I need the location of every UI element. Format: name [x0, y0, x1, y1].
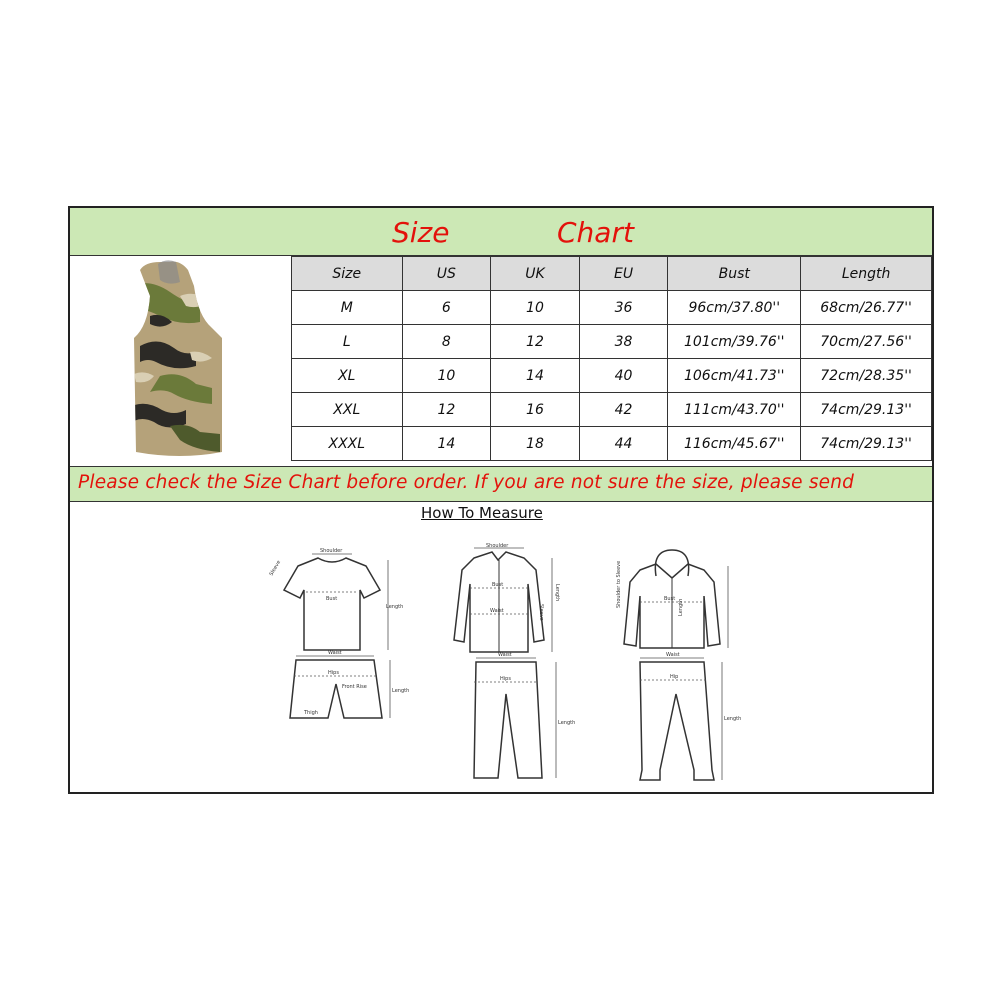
table-cell: 6: [402, 291, 491, 325]
table-cell: XL: [292, 359, 403, 393]
notice-banner: [70, 466, 932, 502]
table-cell: 68cm/26.77'': [801, 291, 932, 325]
col-header: UK: [491, 257, 580, 291]
tshirt-diagram: [262, 546, 402, 656]
table-row: [292, 393, 932, 427]
label-hips: Hips: [328, 670, 339, 676]
label-bust: Bust: [664, 596, 676, 602]
label-thigh: Thigh: [304, 710, 318, 716]
label-shoulder: Shoulder: [486, 543, 509, 549]
table-cell: 111cm/43.70'': [668, 393, 801, 427]
table-cell: 42: [579, 393, 668, 427]
label-waist: Waist: [498, 652, 512, 658]
how-to-measure-title: How To Measure: [421, 504, 543, 522]
table-cell: 14: [491, 359, 580, 393]
label-hips: Hips: [500, 676, 511, 682]
table-header-row: [292, 257, 932, 291]
table-row: [292, 291, 932, 325]
col-header: US: [402, 257, 491, 291]
table-cell: 44: [579, 427, 668, 461]
label-length: Length: [386, 604, 404, 610]
trousers-diagram: [440, 654, 580, 784]
label-length: Length: [554, 584, 560, 602]
label-shoulder: Shoulder: [320, 548, 343, 554]
col-header: Length: [801, 257, 932, 291]
table-cell: 10: [491, 291, 580, 325]
table-cell: 116cm/45.67'': [668, 427, 801, 461]
table-cell: XXXL: [292, 427, 403, 461]
table-cell: 36: [579, 291, 668, 325]
table-cell: 14: [402, 427, 491, 461]
table-cell: 12: [402, 393, 491, 427]
label-shoulder-sleeve: Shoulder to Sleeve: [616, 560, 622, 608]
table-cell: 101cm/39.76'': [668, 325, 801, 359]
label-waist: Waist: [328, 650, 342, 656]
camo-hooded-tank-image: [70, 256, 290, 466]
product-photo: [70, 256, 290, 466]
table-cell: 10: [402, 359, 491, 393]
table-cell: 72cm/28.35'': [801, 359, 932, 393]
label-front-rise: Front Rise: [342, 684, 367, 690]
table-row: [292, 427, 932, 461]
col-header: Size: [292, 257, 403, 291]
table-cell: 38: [579, 325, 668, 359]
label-length: Length: [558, 720, 576, 726]
col-header: Bust: [668, 257, 801, 291]
label-sleeve: Sleeve: [268, 559, 283, 577]
label-length: Length: [724, 716, 742, 722]
size-chart-header: [70, 208, 932, 256]
table-cell: L: [292, 325, 403, 359]
table-cell: 8: [402, 325, 491, 359]
table-cell: 18: [491, 427, 580, 461]
table-row: [292, 359, 932, 393]
table-cell: 74cm/29.13'': [801, 393, 932, 427]
label-length: Length: [678, 598, 684, 616]
label-waist: Waist: [666, 652, 680, 658]
label-bust: Bust: [326, 596, 338, 602]
size-chart-frame: [68, 206, 934, 794]
table-cell: 12: [491, 325, 580, 359]
hoodie-diagram: [600, 546, 740, 658]
table-cell: 40: [579, 359, 668, 393]
label-length: Length: [392, 688, 410, 694]
label-hip: Hip: [670, 674, 679, 680]
table-cell: 70cm/27.56'': [801, 325, 932, 359]
title-chart: Chart: [557, 216, 634, 249]
table-cell: XXL: [292, 393, 403, 427]
table-cell: 74cm/29.13'': [801, 427, 932, 461]
notice-text: Please check the Size Chart before order. If you are not sure the size, please send: [78, 472, 855, 493]
shirt-diagram: [440, 544, 570, 656]
shorts-diagram: [282, 650, 422, 728]
label-waist: Waist: [490, 608, 504, 614]
joggers-diagram: [610, 654, 750, 784]
table-row: [292, 325, 932, 359]
size-table: [291, 256, 932, 461]
label-bust: Bust: [492, 582, 504, 588]
table-cell: 96cm/37.80'': [668, 291, 801, 325]
table-cell: M: [292, 291, 403, 325]
table-cell: 106cm/41.73'': [668, 359, 801, 393]
title-size: Size: [392, 216, 450, 249]
label-sleeve: Sleeve: [538, 604, 544, 621]
col-header: EU: [579, 257, 668, 291]
table-cell: 16: [491, 393, 580, 427]
